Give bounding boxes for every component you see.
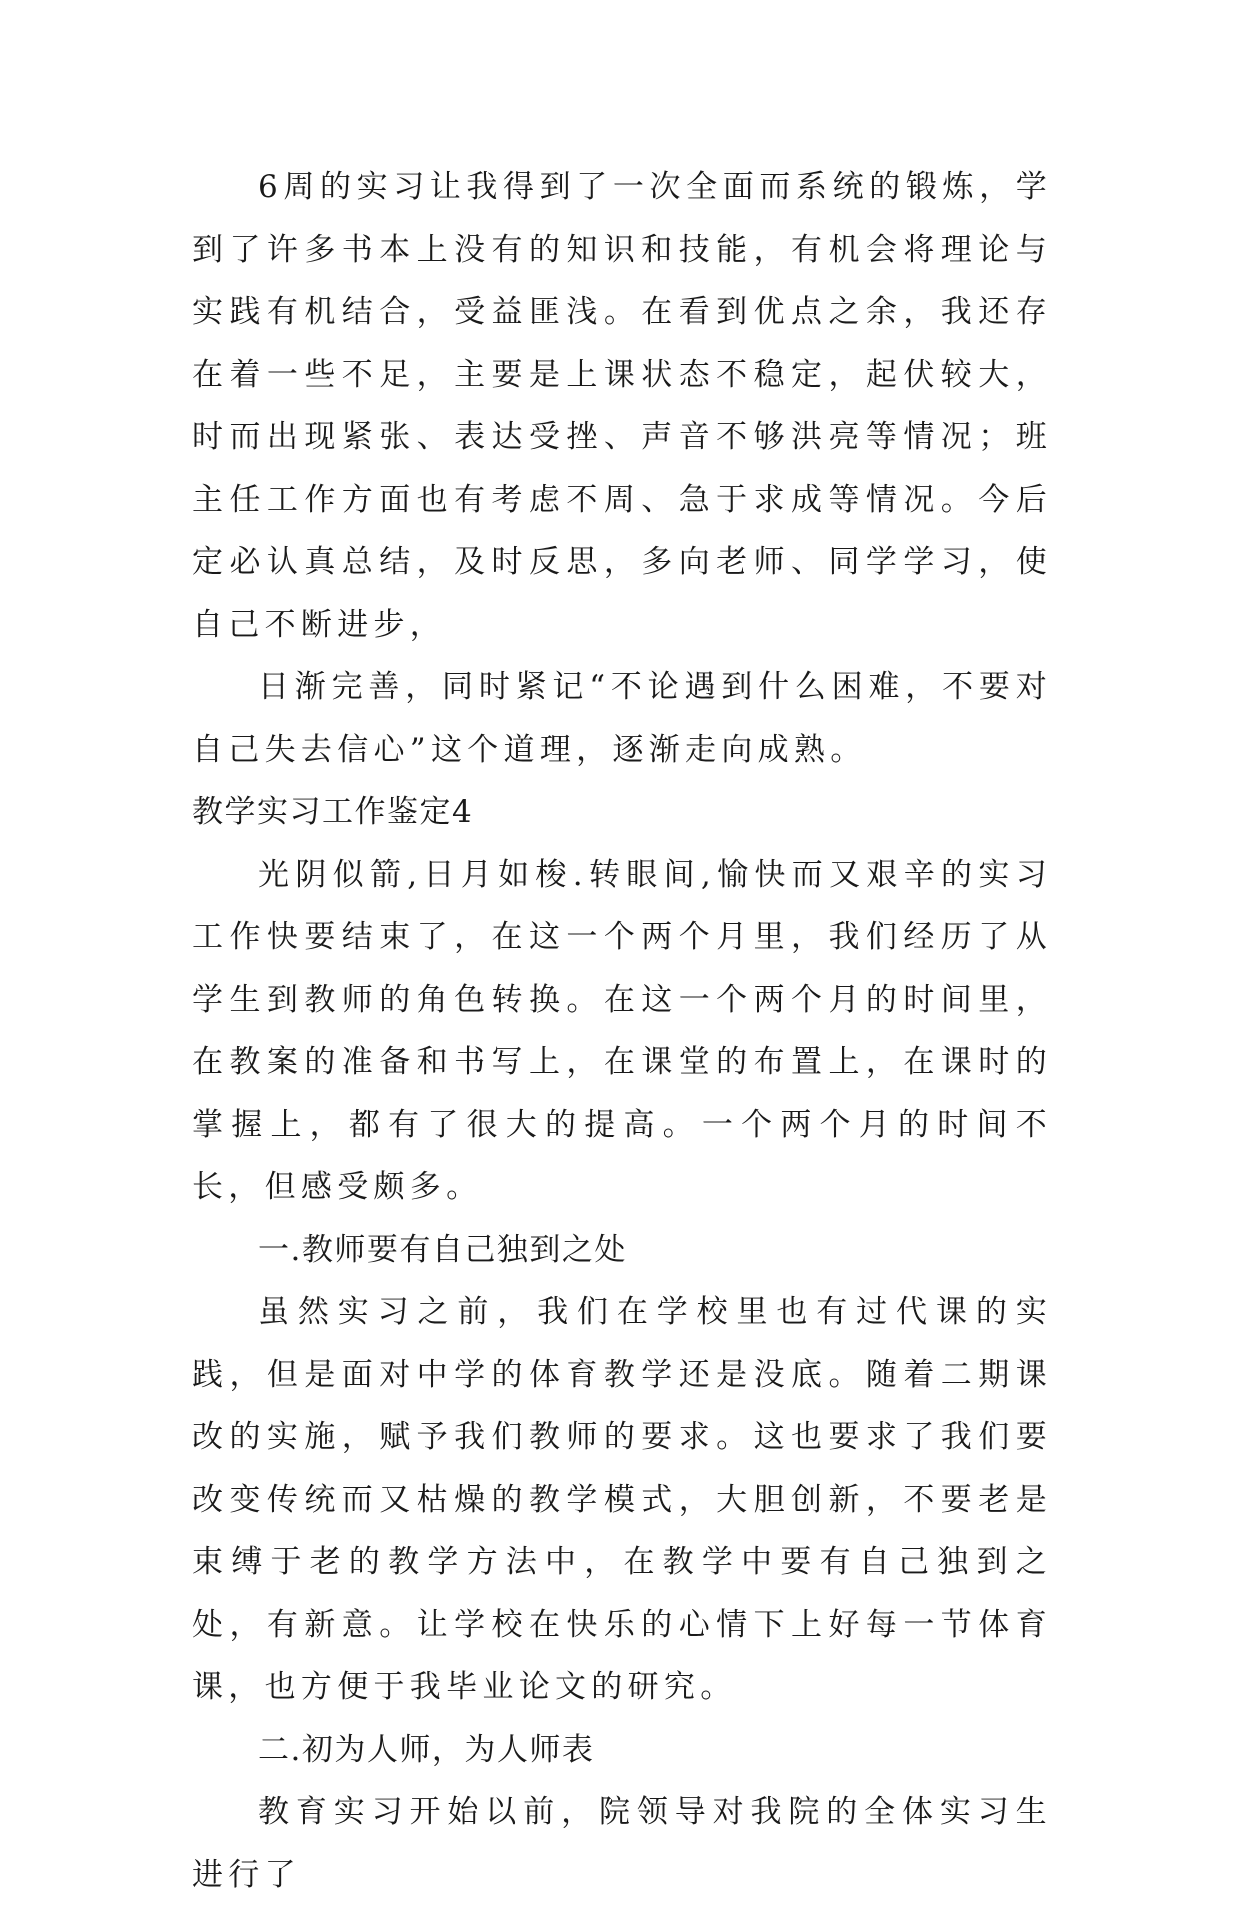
paragraph-internship-summary: 6周的实习让我得到了一次全面而系统的锻炼，学到了许多书本上没有的知识和技能，有机会将理论与实践有机结合，受益匪浅。在看到优点之余，我还存在着一些不足，主要是上课状态不稳定，起伏较大，时而出现紧张、表达受挫、声音不够洪亮等情况；班主任工作方面也有考虑不周、急于求成等情况。今后定必认真总结，及时反思，多向老师、同学学习，使自己不断进步，	[192, 169, 1052, 643]
paragraph-pre-internship: 教育实习开始以前，院领导对我院的全体实习生进行了	[192, 1794, 1052, 1893]
document-body	[192, 156, 1052, 1906]
paragraph-teaching-innovation: 虽然实习之前，我们在学校里也有过代课的实践，但是面对中学的体育教学还是没底。随着二期课改的实施，赋予我们教师的要求。这也要求了我们要改变传统而又枯燥的教学模式，大胆创新，不要老是束缚于老的教学方法中，在教学中要有自己独到之处，有新意。让学校在快乐的心情下上好每一节体育课，也方便于我毕业论文的研究。	[192, 1294, 1052, 1705]
paragraph-continuation: 日渐完善，同时紧记“不论遇到什么困难，不要对自己失去信心”这个道理，逐渐走向成熟。	[192, 669, 1052, 768]
subheading-two: 二.初为人师，为人师表	[258, 1731, 595, 1768]
paragraph-intro: 光阴似箭,日月如梭.转眼间,愉快而又艰辛的实习工作快要结束了，在这一个两个月里，我们经历了从学生到教师的角色转换。在这一个两个月的时间里，在教案的准备和书写上，在课堂的布置上，在课时的掌握上，都有了很大的提高。一个两个月的时间不长，但感受颇多。	[192, 856, 1052, 1205]
section-heading: 教学实习工作鉴定4	[192, 794, 474, 830]
subheading-one: 一.教师要有自己独到之处	[258, 1231, 627, 1268]
